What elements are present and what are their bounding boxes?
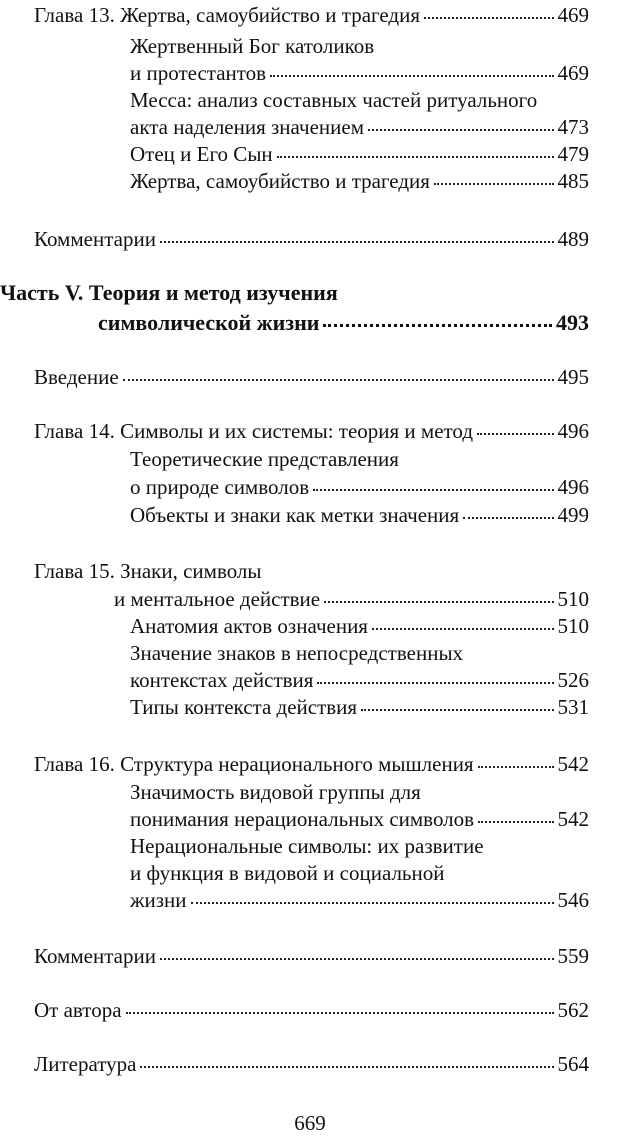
entry-title: Литература xyxy=(34,1052,137,1076)
dot-leader xyxy=(140,1066,553,1068)
toc-subentry xyxy=(130,667,589,693)
toc-entry-comments xyxy=(34,226,589,252)
entry-title: Глава 13. Жертва, самоубийство и трагедия xyxy=(34,3,420,27)
entry-title: Введение xyxy=(34,365,119,389)
dot-leader xyxy=(361,709,553,711)
toc-subentry xyxy=(130,141,589,167)
entry-title: жизни xyxy=(130,888,187,912)
dot-leader xyxy=(424,17,554,19)
toc-entry-comments xyxy=(34,943,589,969)
dot-leader xyxy=(324,601,553,603)
toc-subentry-text: Значение знаков в непосредственных xyxy=(130,641,464,665)
toc-entry-chapter-16 xyxy=(34,751,589,777)
dot-leader xyxy=(191,902,554,904)
entry-page: 495 xyxy=(557,365,589,389)
toc-subentry xyxy=(130,474,589,500)
entry-page: 542 xyxy=(557,752,589,776)
entry-title: От автора xyxy=(34,998,122,1022)
entry-page: 496 xyxy=(557,475,589,499)
toc-subentry xyxy=(130,114,589,140)
toc-subentry xyxy=(130,806,589,832)
entry-page: 479 xyxy=(557,142,589,166)
entry-page: 510 xyxy=(557,587,589,611)
toc-entry-intro xyxy=(34,364,589,390)
entry-title: о природе символов xyxy=(130,475,310,499)
entry-page: 510 xyxy=(557,614,589,638)
dot-leader xyxy=(126,1012,554,1014)
toc-subentry-text: и функция в видовой и социальной xyxy=(130,861,445,885)
entry-title: и протестантов xyxy=(130,61,267,85)
toc-subentry-text: Месса: анализ составных частей ритуального xyxy=(130,88,538,112)
entry-title: Глава 14. Символы и их системы: теория и метод xyxy=(34,419,474,443)
entry-title: контекстах действия xyxy=(130,668,314,692)
dot-leader xyxy=(123,379,554,381)
toc-subentry xyxy=(130,168,589,194)
entry-title: Глава 16. Структура нерационального мышления xyxy=(34,752,474,776)
toc-subentry xyxy=(130,694,589,720)
entry-title: Комментарии xyxy=(34,944,156,968)
dot-leader xyxy=(323,324,552,327)
dot-leader xyxy=(313,489,553,491)
entry-title: символической жизни xyxy=(98,310,320,335)
entry-page: 469 xyxy=(557,3,589,27)
entry-title: понимания нерациональных символов xyxy=(130,807,475,831)
toc-entry-chapter-15 xyxy=(114,586,589,612)
dot-leader xyxy=(277,156,554,158)
dot-leader xyxy=(478,821,553,823)
entry-page: 531 xyxy=(557,695,589,719)
dot-leader xyxy=(160,958,554,960)
dot-leader xyxy=(434,183,554,185)
toc-subentry xyxy=(130,60,589,86)
dot-leader xyxy=(372,628,554,630)
entry-page: 499 xyxy=(557,503,589,527)
toc-subentry-text: Жертвенный Бог католиков xyxy=(130,34,375,58)
dot-leader xyxy=(317,682,553,684)
toc-chapter-title: Глава 15. Знаки, символы xyxy=(34,559,262,583)
dot-leader xyxy=(270,75,553,77)
toc-part-title: Часть V. Теория и метод изучения xyxy=(0,280,338,305)
entry-page: 559 xyxy=(557,944,589,968)
dot-leader xyxy=(477,433,553,435)
entry-title: Комментарии xyxy=(34,227,156,251)
entry-page: 526 xyxy=(557,668,589,692)
toc-entry-part-5 xyxy=(98,310,589,336)
toc-entry-chapter-13 xyxy=(34,2,589,28)
entry-page: 546 xyxy=(557,888,589,912)
toc-subentry xyxy=(130,887,589,913)
toc-subentry-text: Нерациональные символы: их развитие xyxy=(130,834,484,858)
entry-page: 562 xyxy=(557,998,589,1022)
toc-entry-literature xyxy=(34,1051,589,1077)
entry-title: акта наделения значением xyxy=(130,115,364,139)
entry-page: 496 xyxy=(557,419,589,443)
entry-title: и ментальное действие xyxy=(114,587,321,611)
entry-title: Отец и Его Сын xyxy=(130,142,273,166)
entry-page: 469 xyxy=(557,61,589,85)
page-number: 669 xyxy=(294,1111,326,1135)
toc-subentry xyxy=(130,613,589,639)
entry-page: 564 xyxy=(557,1052,589,1076)
entry-page: 485 xyxy=(557,169,589,193)
dot-leader xyxy=(368,129,554,131)
entry-title: Анатомия актов означения xyxy=(130,614,368,638)
toc-entry-chapter-14 xyxy=(34,418,589,444)
toc-subentry-text: Теоретические представления xyxy=(130,447,399,471)
entry-page: 493 xyxy=(556,310,589,335)
dot-leader xyxy=(478,766,554,768)
entry-title: Объекты и знаки как метки значения xyxy=(130,503,460,527)
toc-entry-from-author xyxy=(34,997,589,1023)
entry-page: 489 xyxy=(557,227,589,251)
entry-title: Типы контекста действия xyxy=(130,695,358,719)
entry-title: Жертва, самоубийство и трагедия xyxy=(130,169,430,193)
dot-leader xyxy=(160,241,554,243)
entry-page: 542 xyxy=(557,807,589,831)
toc-subentry xyxy=(130,502,589,528)
toc-subentry-text: Значимость видовой группы для xyxy=(130,780,421,804)
entry-page: 473 xyxy=(557,115,589,139)
dot-leader xyxy=(463,517,553,519)
